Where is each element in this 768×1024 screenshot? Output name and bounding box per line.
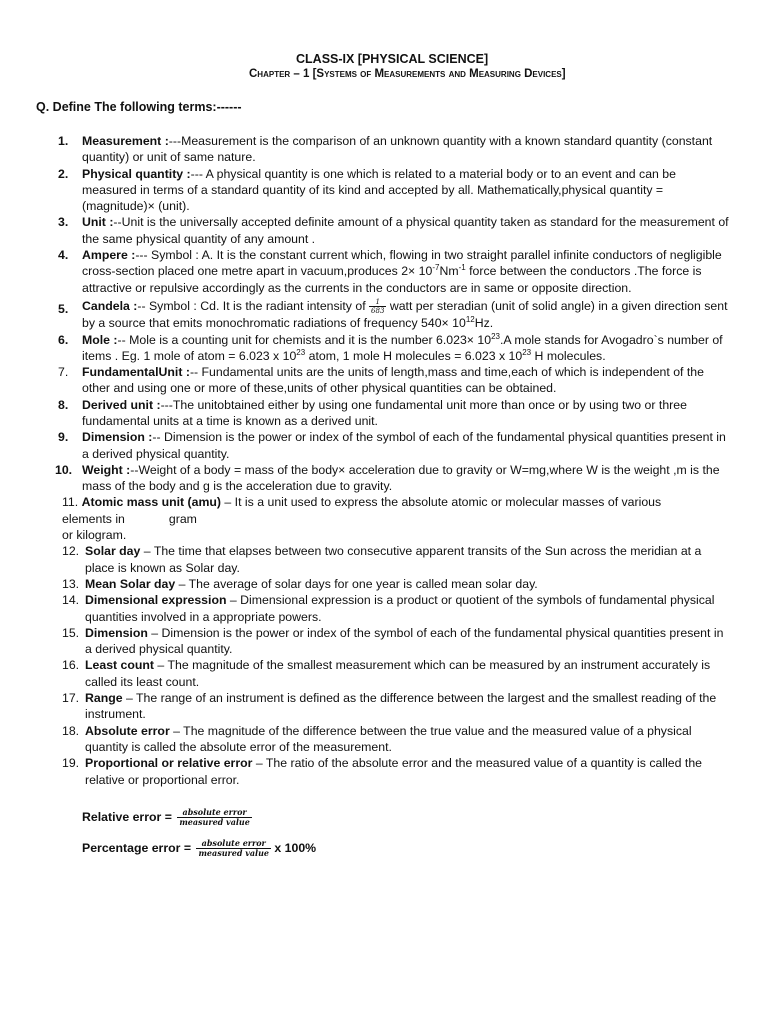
item-term: Least count bbox=[85, 658, 155, 673]
item-text: – The average of solar days for one year is called mean solar day. bbox=[175, 576, 538, 591]
list-item bbox=[0, 332, 768, 365]
percentage-error-formula bbox=[82, 839, 316, 858]
item-number: 13. bbox=[62, 576, 80, 591]
item-number: 17. bbox=[62, 691, 80, 706]
fraction-numerator: 1 bbox=[369, 298, 386, 307]
item-text: Nm bbox=[439, 264, 459, 279]
item-number: 7. bbox=[58, 365, 69, 380]
list-item bbox=[0, 543, 768, 576]
item-number: 16. bbox=[62, 658, 80, 673]
item-number: 10. bbox=[55, 462, 73, 477]
item-term: Atomic mass unit (amu) bbox=[81, 495, 221, 510]
item-text: – The magnitude of the difference between the true value and the measured value of a physical quantity is called the absolute error of the measurement. bbox=[85, 723, 692, 754]
fraction-denominator: 683 bbox=[371, 307, 385, 316]
item-text: watt per steradian (unit of solid angle) in a given direction sent by a source that emits monochromatic radiations of frequency 540× 10 bbox=[82, 298, 728, 331]
item-text: atom, 1 mole H molecules = 6.023 x 10 bbox=[305, 348, 523, 363]
list-item bbox=[0, 462, 768, 495]
item-text: -- Mole is a counting unit for chemists and it is the number 6.023× 10 bbox=[117, 332, 492, 347]
list-item bbox=[0, 214, 768, 247]
item-text: .A mole stands for Avogadro`s number of items . Eg. 1 mole of atom = 6.023 x 10 bbox=[82, 332, 723, 363]
item-text: – Dimensional expression is a product or quotient of the symbols of fundamental physical quantities involved in a appropriate powers. bbox=[85, 593, 715, 624]
fraction-numerator: absolute error bbox=[177, 808, 252, 818]
list-item bbox=[0, 397, 768, 430]
item-number: 14. bbox=[62, 593, 80, 608]
item-term: Absolute error bbox=[85, 723, 170, 738]
superscript: 12 bbox=[465, 315, 475, 325]
list-item bbox=[0, 690, 768, 723]
list-item bbox=[0, 166, 768, 215]
fraction bbox=[369, 298, 386, 315]
item-text: ---The unitobtained either by using one fundamental unit more than once or by using two or three fundamental units at a time is known as a derived unit. bbox=[82, 397, 687, 428]
item-text: ---Measurement is the comparison of an unknown quantity with a known standard quantity (constant quantity) or unit of same nature. bbox=[82, 134, 713, 165]
list-item bbox=[0, 364, 768, 397]
item-number: 5. bbox=[58, 301, 69, 316]
item-text: elements in bbox=[62, 511, 125, 526]
item-number: 19. bbox=[62, 756, 80, 771]
item-term: Weight : bbox=[82, 462, 131, 477]
fraction-denominator: measured value bbox=[179, 817, 250, 827]
item-number: 11. bbox=[62, 495, 79, 510]
item-text: H molecules. bbox=[531, 348, 606, 363]
list-item bbox=[0, 723, 768, 756]
item-text: – The ratio of the absolute error and the measured value of a quantity is called the relative or proportional error. bbox=[85, 756, 702, 787]
list-item bbox=[0, 133, 768, 166]
item-text: --Unit is the universally accepted definite amount of a physical quantity taken as standard for the measurement of the same physical quantity of any amount . bbox=[82, 215, 729, 246]
item-term: Measurement : bbox=[82, 134, 169, 148]
item-text: -- Dimension is the power or index of the symbol of each of the fundamental physical quantities present in a derived physical quantity. bbox=[82, 430, 726, 461]
item-text: --- A physical quantity is one which is related to a material body or to an event and can be measured in terms of a standard quantity of its kind and accepted by all. Mathematically,physical quantity = (magnitude)× (unit). bbox=[82, 166, 676, 214]
item-number: 2. bbox=[58, 166, 69, 181]
superscript: 23 bbox=[296, 347, 306, 357]
relative-error-formula bbox=[82, 808, 252, 827]
item-number: 12. bbox=[62, 544, 80, 559]
item-term: Physical quantity : bbox=[82, 166, 191, 181]
item-term: Derived unit : bbox=[82, 397, 161, 412]
item-number: 8. bbox=[58, 397, 69, 412]
list-item bbox=[0, 755, 768, 788]
item-text: force between the conductors .The force is attractive or repulsive accordingly as the currents in the conductors are in same or opposite direction. bbox=[82, 264, 702, 295]
item-term: Unit : bbox=[82, 215, 114, 230]
item-number: 18. bbox=[62, 723, 80, 738]
formula-label: Percentage error = bbox=[82, 840, 192, 855]
superscript: 23 bbox=[491, 331, 500, 341]
fraction bbox=[177, 808, 252, 827]
item-number: 15. bbox=[62, 625, 80, 640]
formula-label: Relative error = bbox=[82, 809, 172, 824]
superscript: -1 bbox=[458, 263, 466, 273]
list-item bbox=[0, 247, 768, 296]
list-item bbox=[0, 576, 768, 592]
item-text: – It is a unit used to express the absolute atomic or molecular masses of various bbox=[221, 495, 662, 510]
item-term: Mole : bbox=[82, 332, 118, 347]
item-text: or kilogram. bbox=[62, 528, 127, 543]
fraction-denominator: measured value bbox=[198, 848, 269, 858]
item-term: Range bbox=[85, 691, 123, 706]
item-term: FundamentalUnit : bbox=[82, 365, 190, 380]
fraction bbox=[196, 839, 271, 858]
list-item bbox=[0, 429, 768, 462]
item-term: Dimension bbox=[85, 625, 148, 640]
superscript: 23 bbox=[522, 347, 532, 357]
definitions-list bbox=[0, 133, 768, 788]
item-number: 4. bbox=[58, 248, 69, 263]
chapter-subtitle: Chapter – 1 [Systems of Measurements and Measuring Devices] bbox=[249, 68, 566, 80]
item-term: Proportional or relative error bbox=[85, 756, 253, 771]
item-text: – The range of an instrument is defined as the difference between the largest and the smallest reading of the instrument. bbox=[85, 691, 717, 722]
item-text: – Dimension is the power or index of the symbol of each of the fundamental physical quantities present in a derived physical quantity. bbox=[85, 625, 724, 657]
item-term: Ampere : bbox=[82, 248, 136, 263]
item-number: 3. bbox=[58, 215, 69, 230]
list-item bbox=[0, 657, 768, 690]
item-text: gram bbox=[168, 511, 197, 526]
list-item bbox=[0, 592, 768, 625]
item-number: 1. bbox=[58, 134, 69, 148]
superscript: -7 bbox=[432, 263, 440, 273]
list-item bbox=[0, 494, 768, 543]
item-term: Dimensional expression bbox=[85, 593, 227, 608]
item-term: Mean Solar day bbox=[85, 576, 176, 591]
item-text: Hz. bbox=[474, 316, 494, 331]
question-heading: Q. Define The following terms:------ bbox=[36, 100, 242, 114]
item-text: -- Fundamental units are the units of length,mass and time,each of which is independent of the other and using one or more of these,units of other physical quantities can be obtained. bbox=[82, 365, 704, 396]
item-number: 6. bbox=[58, 332, 69, 347]
item-text: --- Symbol : A. It is the constant current which, flowing in two straight parallel infinite conductors of negligible cross-section placed one metre apart in vacuum,produces 2× 10 bbox=[82, 248, 722, 279]
fraction-numerator: absolute error bbox=[196, 839, 271, 849]
item-text: --Weight of a body = mass of the body× acceleration due to gravity or W=mg,where W is the weight ,m is the mass of the body and g is the acceleration due to gravity. bbox=[82, 462, 720, 494]
item-text: -- Symbol : Cd. It is the radiant intensity of bbox=[137, 298, 370, 313]
item-text: – The time that elapses between two consecutive apparent transits of the Sun across the meridian at a place is known as Solar day. bbox=[85, 544, 702, 575]
item-term: Dimension : bbox=[82, 430, 153, 445]
item-term: Solar day bbox=[85, 544, 141, 559]
item-term: Candela : bbox=[82, 298, 138, 313]
list-item bbox=[0, 625, 768, 658]
formula-suffix: x 100% bbox=[274, 840, 317, 855]
item-number: 9. bbox=[58, 430, 69, 445]
document-title: CLASS-IX [PHYSICAL SCIENCE] bbox=[296, 52, 489, 66]
list-item bbox=[0, 298, 768, 332]
item-text: – The magnitude of the smallest measurement which can be measured by an instrument accurately is called its least count. bbox=[85, 658, 711, 689]
